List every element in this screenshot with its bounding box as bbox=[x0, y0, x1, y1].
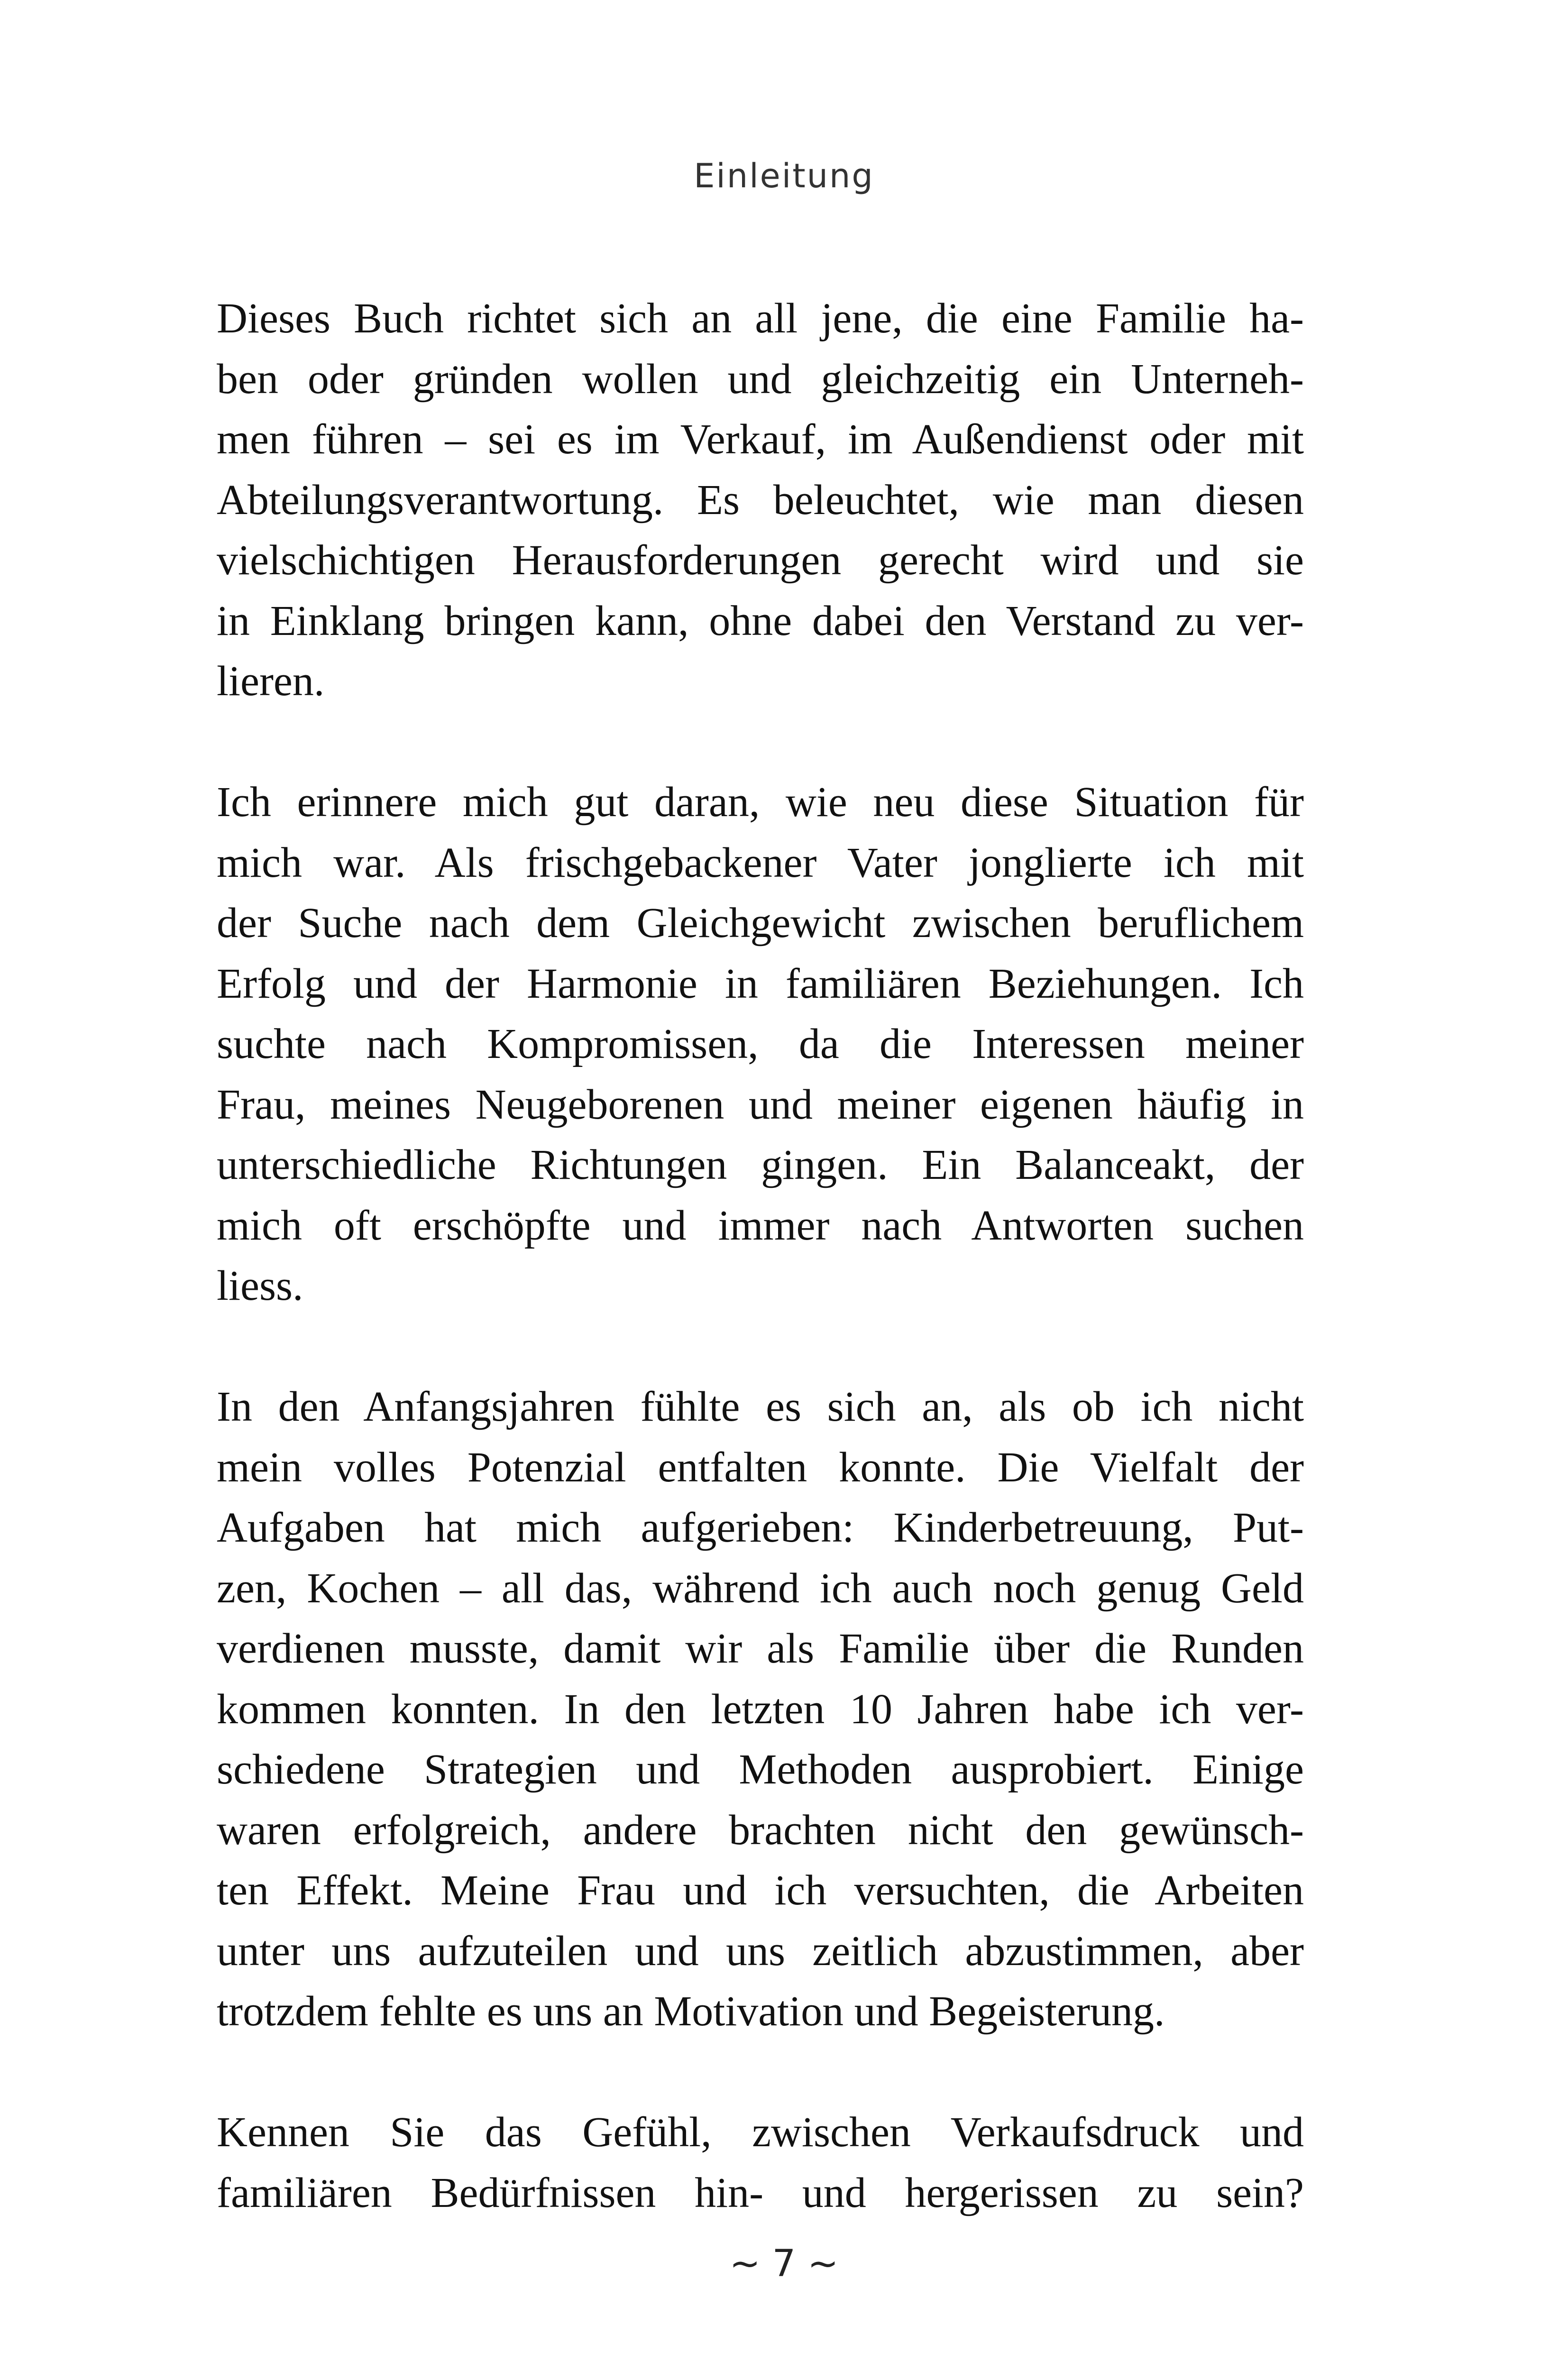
text-line: Frau, meines Neugeborenen und meiner eigenen häufig in bbox=[217, 1081, 1304, 1128]
text-line: familiären Bedürfnissen hin- und hergerissen zu sein? bbox=[217, 2169, 1304, 2216]
paragraph-1 bbox=[217, 288, 1304, 712]
text-line: suchte nach Kompromissen, da die Interessen meiner bbox=[217, 1020, 1304, 1067]
text-line: lieren. bbox=[217, 658, 325, 705]
text-line: der Suche nach dem Gleichgewicht zwischen beruflichem bbox=[217, 900, 1304, 947]
running-head: Einleitung bbox=[694, 156, 874, 195]
text-line: schiedene Strategien und Methoden ausprobiert. Einige bbox=[217, 1746, 1304, 1793]
text-line: In den Anfangsjahren fühlte es sich an, als ob ich nicht bbox=[217, 1383, 1304, 1430]
body-text bbox=[217, 288, 1304, 2223]
text-line: men führen – sei es im Verkauf, im Außendienst oder mit bbox=[217, 416, 1304, 463]
text-line: Abteilungsverantwortung. Es beleuchtet, wie man diesen bbox=[217, 476, 1304, 524]
text-line: mich oft erschöpfte und immer nach Antworten suchen bbox=[217, 1202, 1304, 1249]
text-line: zen, Kochen – all das, während ich auch noch genug Geld bbox=[217, 1564, 1304, 1612]
text-line: verdienen musste, damit wir als Familie über die Runden bbox=[217, 1625, 1304, 1672]
text-line: mein volles Potenzial entfalten konnte. Die Vielfalt der bbox=[217, 1443, 1304, 1491]
text-line: waren erfolgreich, andere brachten nicht den gewünsch- bbox=[217, 1806, 1304, 1854]
text-line: Dieses Buch richtet sich an all jene, die eine Familie ha- bbox=[217, 295, 1304, 342]
page-number: ~ 7 ~ bbox=[729, 2242, 839, 2285]
text-line: unterschiedliche Richtungen gingen. Ein Balanceakt, der bbox=[217, 1141, 1304, 1188]
paragraph-4 bbox=[217, 2102, 1304, 2223]
text-line: kommen konnten. In den letzten 10 Jahren habe ich ver- bbox=[217, 1685, 1304, 1733]
text-line: Aufgaben hat mich aufgerieben: Kinderbetreuung, Put- bbox=[217, 1504, 1304, 1551]
text-line: in Einklang bringen kann, ohne dabei den Verstand zu ver- bbox=[217, 597, 1304, 644]
text-line: vielschichtigen Herausforderungen gerecht wird und sie bbox=[217, 537, 1304, 584]
text-line: ben oder gründen wollen und gleichzeitig ein Unterneh- bbox=[217, 355, 1304, 403]
text-line: trotzdem fehlte es uns an Motivation und Begeisterung. bbox=[217, 1988, 1165, 2035]
paragraph-2 bbox=[217, 772, 1304, 1316]
text-line: liess. bbox=[217, 1262, 303, 1309]
paragraph-spacer bbox=[217, 712, 1304, 772]
text-line: Ich erinnere mich gut daran, wie neu diese Situation für bbox=[217, 779, 1304, 826]
text-line: ten Effekt. Meine Frau und ich versuchten, die Arbeiten bbox=[217, 1867, 1304, 1914]
text-line: unter uns aufzuteilen und uns zeitlich abzustimmen, aber bbox=[217, 1927, 1304, 1975]
text-line: mich war. Als frischgebackener Vater jonglierte ich mit bbox=[217, 839, 1304, 886]
paragraph-spacer bbox=[217, 1316, 1304, 1377]
text-line: Erfolg und der Harmonie in familiären Beziehungen. Ich bbox=[217, 960, 1304, 1007]
paragraph-3 bbox=[217, 1377, 1304, 2042]
paragraph-spacer bbox=[217, 2042, 1304, 2103]
text-line: Kennen Sie das Gefühl, zwischen Verkaufsdruck und bbox=[217, 2109, 1304, 2156]
